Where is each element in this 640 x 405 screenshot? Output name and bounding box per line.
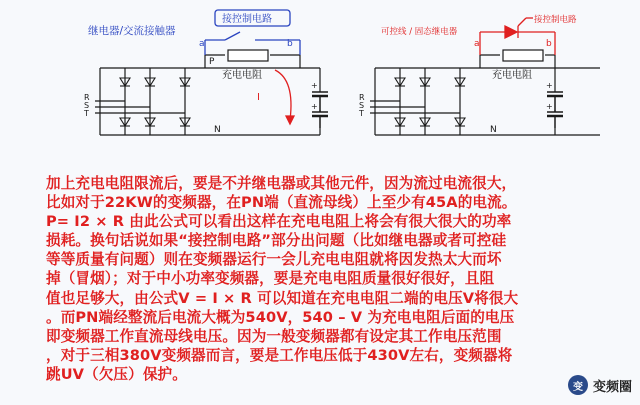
left-node-a: a xyxy=(199,39,205,49)
left-input-r: R xyxy=(84,93,90,102)
current-arrow xyxy=(275,70,294,124)
right-resistor-label: 充电电阻 xyxy=(492,70,532,81)
left-control-label: 接控制电路 xyxy=(222,14,272,25)
right-title: 可控线 / 固态继电器 xyxy=(381,27,458,37)
right-cap-plus-1: + xyxy=(546,81,553,90)
right-control-label: 接控制电路 xyxy=(534,15,577,25)
left-bridge-diodes xyxy=(120,78,190,126)
left-circuit xyxy=(95,55,320,135)
paragraph-line-4: 损耗。换句话说如果“接控制电路”部分出问题（比如继电器或者可控硅 xyxy=(46,232,507,250)
paragraph-line-6: 掉（冒烟）；对于中小功率变频器，要是充电电阻质量很好很好，且阻 xyxy=(46,270,495,288)
left-charge-resistor xyxy=(228,50,268,61)
right-charge-resistor xyxy=(503,50,543,61)
right-cap-plus-2: + xyxy=(546,102,553,111)
right-input-s: S xyxy=(359,101,365,110)
paragraph-line-1: 加上充电电阻限流后，要是不并继电器或其他元件，因为流过电流很大， xyxy=(46,175,517,192)
circuit-diagrams xyxy=(0,0,640,170)
paragraph-line-11: 跳UV（欠压）保护。 xyxy=(46,365,187,383)
left-current-label: I xyxy=(257,92,260,103)
left-input-s: S xyxy=(84,101,90,110)
watermark-text: 变频圈 xyxy=(592,379,632,395)
left-node-b: b xyxy=(287,39,293,49)
right-node-n: N xyxy=(490,125,497,135)
left-resistor-label: 充电电阻 xyxy=(222,70,262,81)
paragraph-line-5: 等等质量有问题）则在变频器运行一会儿充电电阻就将因发热太大而坏 xyxy=(46,251,502,269)
paragraph-line-9: 即变频器工作直流母线电压。因为一般变频器都有设定其工作电压范围 xyxy=(46,327,502,345)
watermark xyxy=(568,375,632,395)
paragraph-line-10: ，对于三相380V变频器而言，要是工作电压低于430V左右，变频器将 xyxy=(46,346,513,364)
left-node-n: N xyxy=(214,125,221,135)
right-input-t: T xyxy=(359,109,364,118)
paragraph-line-2: 比如对于22KW的变频器，在PN端（直流母线）上至少有45A的电流。 xyxy=(46,194,517,212)
right-circuit xyxy=(370,55,600,135)
left-cap-plus-1: + xyxy=(311,81,318,90)
explanation-paragraph xyxy=(46,174,631,384)
paragraph-line-7: 值也足够大，由公式V = I × R 可以知道在充电电阻二端的电压V将很大 xyxy=(46,289,519,307)
paragraph-line-3: P= I2 × R 由此公式可以看出这样在充电电阻上将会有很大很大的功率 xyxy=(46,213,512,231)
right-node-b: b xyxy=(546,39,552,49)
paragraph-line-8: 。而PN端经整流后电流大概为540V，540 – V 为充电电阻后面的电压 xyxy=(46,308,515,326)
watermark-logo-icon: 变 xyxy=(568,375,588,395)
right-bridge-diodes xyxy=(395,78,465,126)
right-node-a: a xyxy=(474,39,480,49)
left-cap-plus-2: + xyxy=(311,102,318,111)
left-input-t: T xyxy=(84,109,89,118)
right-input-r: R xyxy=(359,93,365,102)
left-node-p: P xyxy=(209,57,215,67)
left-title: 继电器/交流接触器 xyxy=(88,25,176,37)
